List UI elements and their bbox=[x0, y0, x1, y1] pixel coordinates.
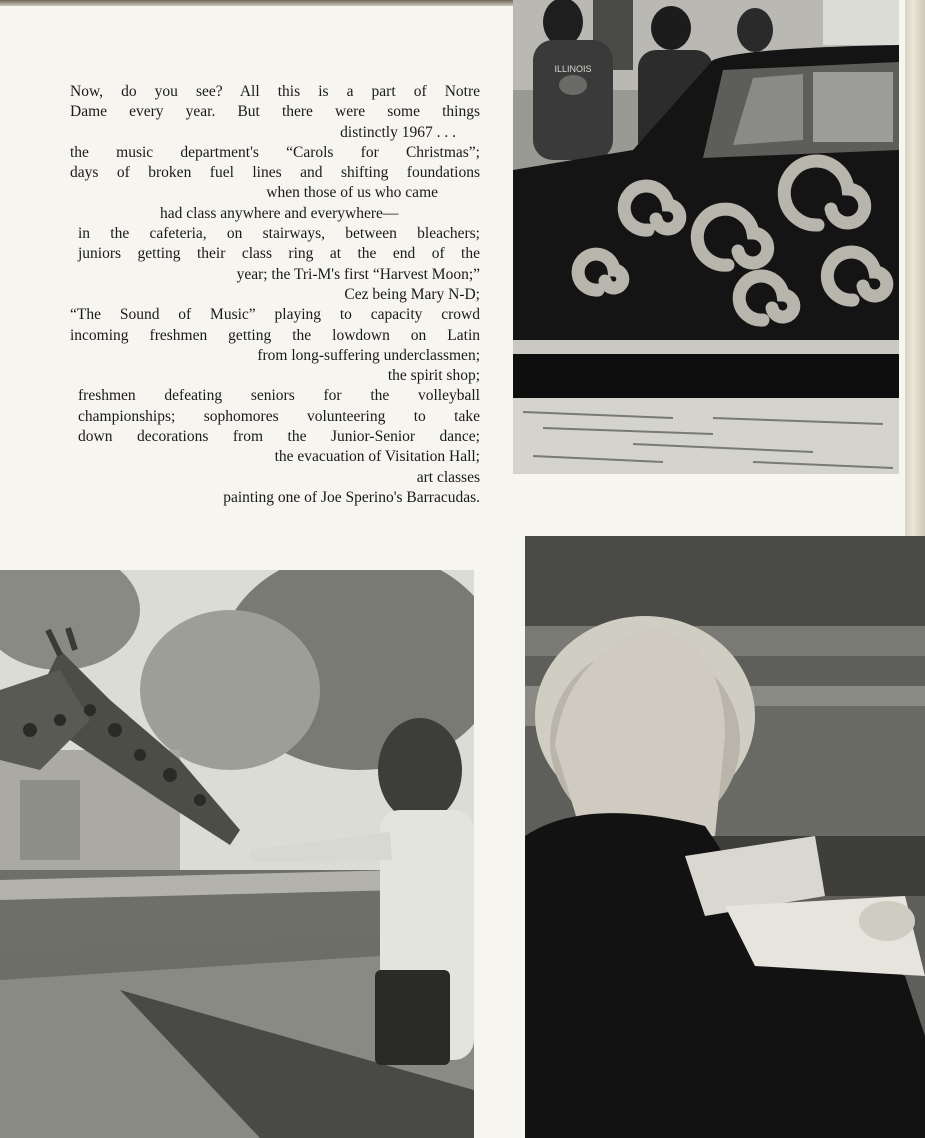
poem-line: down decorations from the Junior-Senior dance; bbox=[78, 428, 480, 446]
poem-line: juniors getting their class ring at the end of the bbox=[78, 245, 480, 263]
giraffe-photo bbox=[0, 570, 474, 1138]
poem-line: incoming freshmen getting the lowdown on Latin bbox=[70, 326, 480, 344]
poem-line: championships; sophomores volunteering to take bbox=[78, 407, 480, 425]
page-top-edge bbox=[0, 0, 520, 6]
poem-text-block bbox=[70, 82, 480, 508]
poem-line: had class anywhere and everywhere— bbox=[160, 204, 399, 222]
poem-line: “The Sound of Music” playing to capacity crowd bbox=[70, 306, 480, 324]
poem-line: Cez being Mary N-D; bbox=[344, 285, 480, 303]
poem-line: the evacuation of Visitation Hall; bbox=[274, 448, 480, 466]
poem-line: in the cafeteria, on stairways, between bleachers; bbox=[78, 225, 480, 243]
reading-girl-photo bbox=[525, 536, 925, 1138]
sweatshirt-text: ILLINOIS bbox=[554, 64, 592, 74]
poem-line: year; the Tri-M's first “Harvest Moon;” bbox=[236, 265, 480, 283]
poem-line: days of broken fuel lines and shifting foundations bbox=[70, 164, 480, 182]
poem-line: from long-suffering underclassmen; bbox=[257, 346, 480, 364]
poem-line: the spirit shop; bbox=[387, 367, 480, 385]
poem-line: Dame every year. But there were some things bbox=[70, 103, 480, 121]
poem-line: the music department's “Carols for Christmas”; bbox=[70, 143, 480, 161]
poem-line: distinctly 1967 . . . bbox=[340, 123, 456, 141]
painted-car-photo bbox=[513, 0, 899, 474]
poem-line: art classes bbox=[416, 468, 480, 486]
poem-line: painting one of Joe Sperino's Barracudas. bbox=[223, 488, 480, 506]
poem-line: Now, do you see? All this is a part of Notre bbox=[70, 83, 480, 100]
poem-line: freshmen defeating seniors for the volleyball bbox=[78, 387, 480, 405]
poem-line: when those of us who came bbox=[266, 184, 438, 202]
